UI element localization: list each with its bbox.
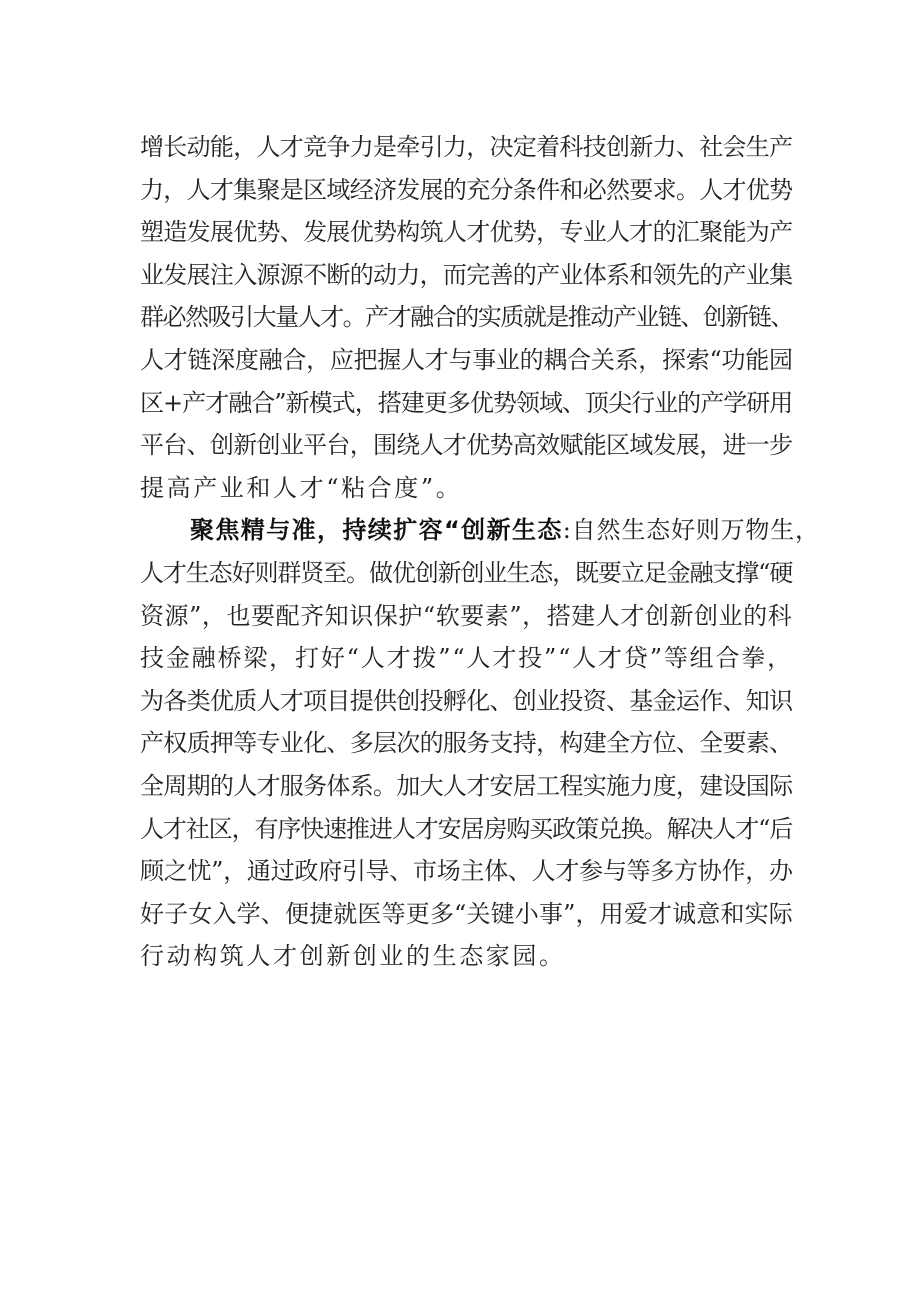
text-line: 行动构筑人才创新创业的生态家园。 <box>140 942 566 971</box>
text-line-first <box>140 509 820 552</box>
text-line: 人才社区，有序快速推进人才安居房购买政策兑换。解决人才“后 <box>140 814 793 843</box>
section-heading: 聚焦精与准，持续扩容“创新生态 <box>190 516 563 545</box>
text-line: 产权质押等专业化、多层次的服务支持，构建全方位、全要素、 <box>140 729 793 758</box>
text-line: 资源”，也要配齐知识保护“软要素”，搭建人才创新创业的科 <box>140 601 793 630</box>
text-line: 人才生态好则群贤至。做优创新创业生态，既要立足金融支撑“硬 <box>140 558 793 587</box>
paragraph-innovation-ecology <box>140 509 820 978</box>
document-body <box>140 126 820 978</box>
text-line: 增长动能，人才竞争力是牵引力，决定着科技创新力、社会生产 <box>140 133 793 161</box>
text-line: 顾之忧”，通过政府引导、市场主体、人才参与等多方协作，办 <box>140 857 793 886</box>
text-line: 技金融桥梁，打好“人才拨”“人才投”“人才贷”等组合拳， <box>140 644 794 673</box>
text-line: 好子女入学、便捷就医等更多“关键小事”，用爱才诚意和实际 <box>140 899 793 928</box>
heading-trailing-text: :自然生态好则万物生， <box>562 516 820 545</box>
text-line: 塑造发展优势、发展优势构筑人才优势，专业人才的汇聚能为产 <box>140 218 793 247</box>
text-line: 全周期的人才服务体系。加大人才安居工程实施力度，建设国际 <box>140 771 793 800</box>
text-line: 区+产才融合”新模式，搭建更多优势领域、顶尖行业的产学研用 <box>140 388 793 417</box>
text-line: 人才链深度融合，应把握人才与事业的耦合关系，探索“功能园 <box>140 345 793 374</box>
text-line: 平台、创新创业平台，围绕人才优势高效赋能区域发展，进一步 <box>140 431 793 460</box>
paragraph-talent-industry <box>140 126 794 509</box>
text-line: 为各类优质人才项目提供创投孵化、创业投资、基金运作、知识 <box>140 686 793 715</box>
text-line: 业发展注入源源不断的动力，而完善的产业体系和领先的产业集 <box>140 260 793 289</box>
text-line: 群必然吸引大量人才。产才融合的实质就是推动产业链、创新链、 <box>140 303 793 332</box>
text-line: 提高产业和人才“粘合度”。 <box>140 473 463 502</box>
text-line: 力，人才集聚是区域经济发展的充分条件和必然要求。人才优势 <box>140 175 793 204</box>
